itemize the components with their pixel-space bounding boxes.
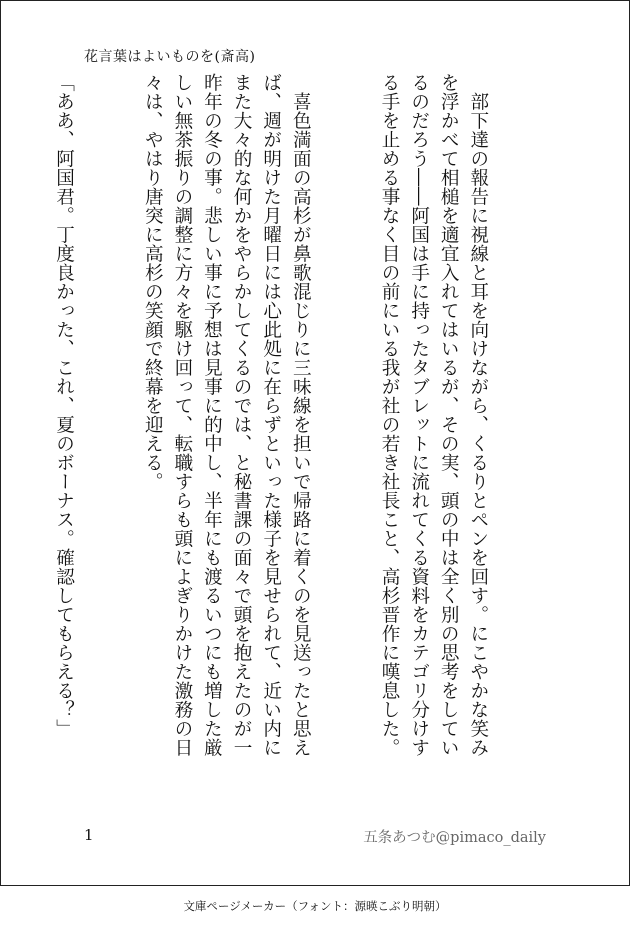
author-credit: 五条あつむ@pimaco_daily	[363, 830, 546, 846]
generator-caption: 文庫ページメーカー（フォント：源暎こぶり明朝）	[183, 899, 447, 913]
header-title: 花言葉はよいものを(斎高)	[84, 49, 256, 65]
paragraph: 部下達の報告に視線と耳を向けながら、くるりとペンを回す。にこやかな笑み を浮かべて相槌を適宜入れてはいるが、その実、頭の中は全く別の思考をしてい るのだろう――阿国は手に持ったタブレットに流れてくる資料をカテゴリ分けす る手を止める事なく目の前にいる我が社の若き社長こと、高杉晋作に嘆息した。	[379, 73, 489, 757]
paragraph: 喜色満面の高杉が鼻歌混じりに三味線を担いで帰路に着くのを見送ったと思え ば、週が明けた月曜日には心此処に在らずといった様子を見せられて、近い内に また大々的な何かをやらかしてくるのでは、と秘書課の面々で頭を抱えたのが一 昨年の冬の事。悲しい事に予想は見事に的中し、半年にも渡るいつにも増した厳 しい無茶振りの調整に方々を駆け回って、転職すらも頭によぎりかけた激務の日 々は、やはり唐突に高杉の笑顔で終幕を迎える。	[142, 73, 312, 757]
vertical-body-text	[0, 73, 552, 793]
page-number: 1	[84, 826, 94, 844]
dialogue-line: 「ああ、阿国君。丁度良かった、これ、夏のボーナス。確認してもらえる？」	[53, 73, 75, 738]
